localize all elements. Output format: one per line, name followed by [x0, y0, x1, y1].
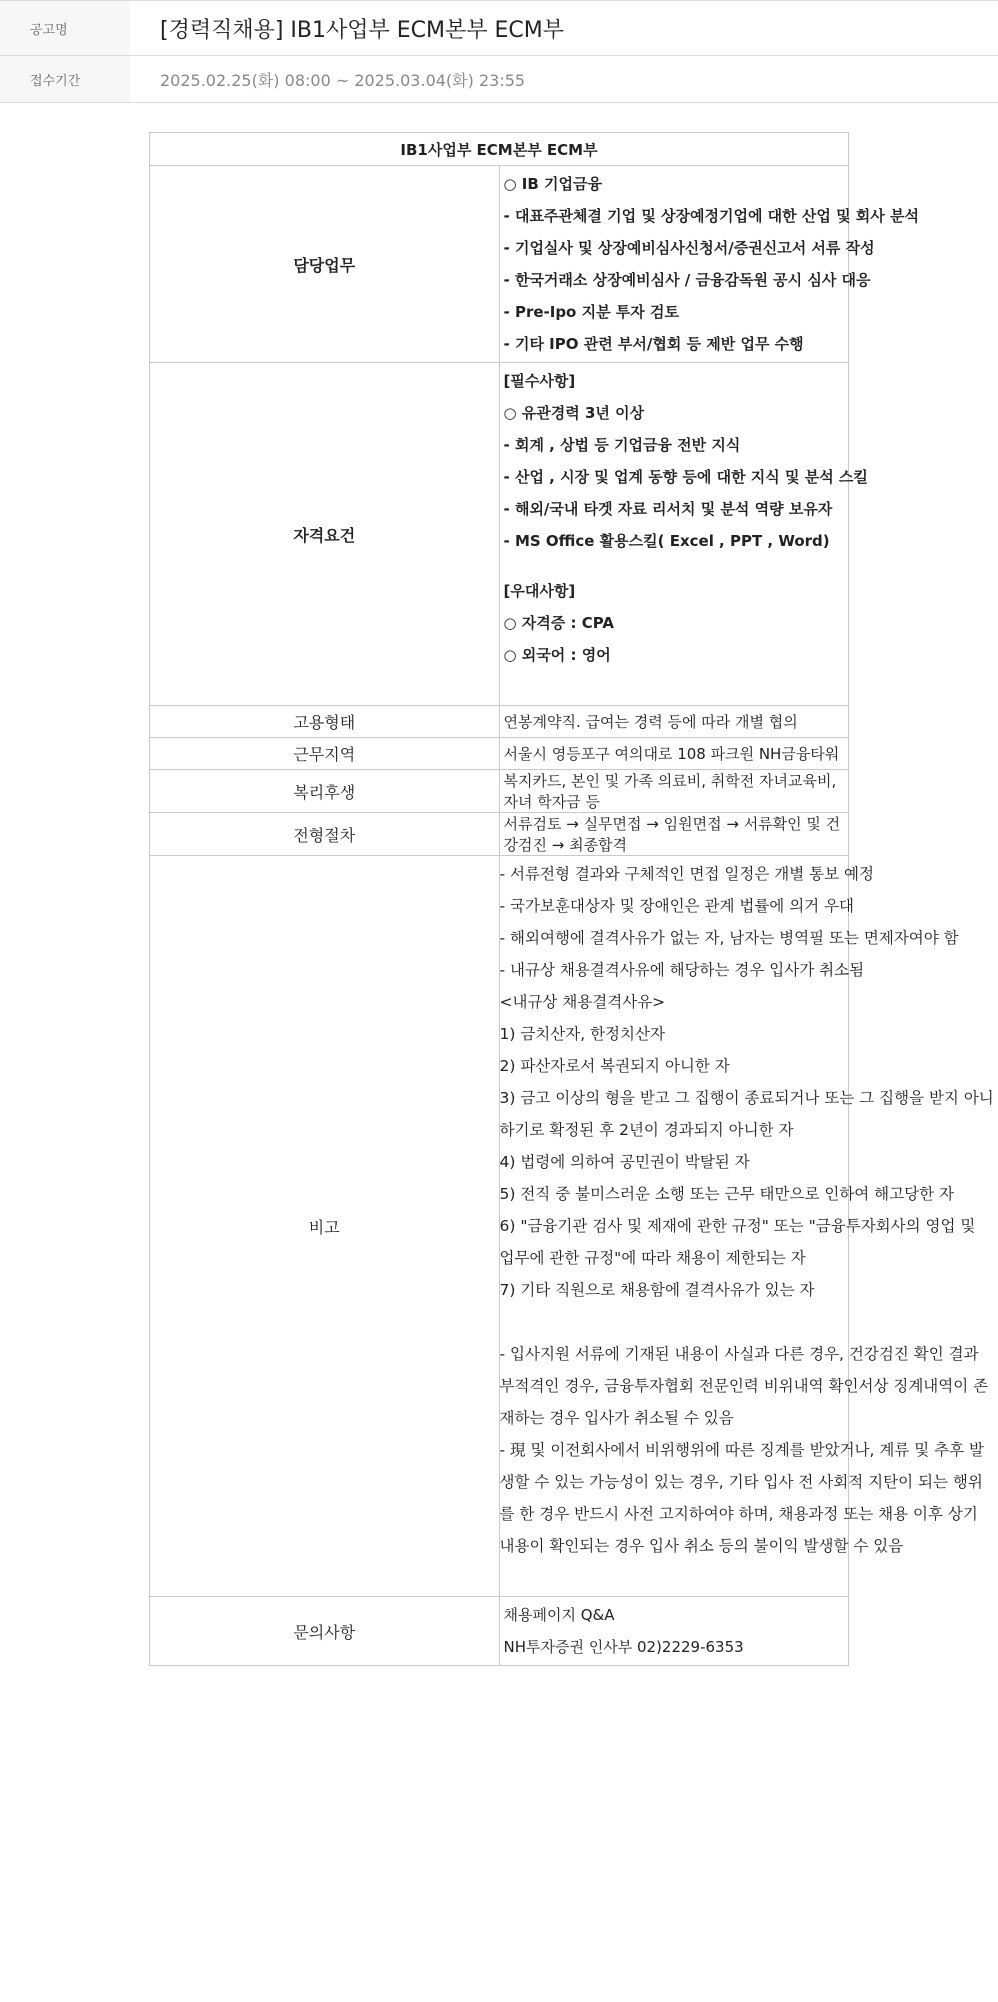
notes-line: - 국가보훈대상자 및 장애인은 관계 법률에 의거 우대 [499, 897, 855, 915]
contact-row [150, 1597, 849, 1666]
posting-table [149, 132, 994, 1666]
notes-line: 하기로 확정된 후 2년이 경과되지 아니한 자 [499, 1121, 794, 1139]
preferred-line: ○ 외국어 : 영어 [503, 646, 611, 664]
qualification-line: [필수사항] [503, 372, 576, 390]
contact-label: 문의사항 [150, 1597, 500, 1666]
notes-line: 1) 금치산자, 한정치산자 [499, 1025, 665, 1043]
benefits-label: 복리후생 [150, 770, 500, 813]
duties-line: ○ IB 기업금융 [503, 175, 603, 193]
qualification-line: - 산업 , 시장 및 업계 동향 등에 대한 지식 및 분석 스킬 [503, 468, 868, 486]
notes-line: - 現 및 이전회사에서 비위행위에 따른 징계를 받았거나, 계류 및 추후 발 [499, 1441, 984, 1459]
process-value: 서류검토 → 실무면접 → 임원면접 → 서류확인 및 건강검진 → 최종합격 [499, 813, 849, 856]
notes-line: 3) 금고 이상의 형을 받고 그 집행이 종료되거나 또는 그 집행을 받지 아니 [499, 1089, 994, 1107]
notes-line: 업무에 관한 규정"에 따라 채용이 제한되는 자 [499, 1249, 806, 1267]
notes-line: 재하는 경우 입사가 취소될 수 있음 [499, 1409, 734, 1427]
employment-row [150, 706, 849, 738]
meta-period-row [0, 56, 998, 103]
qualification-line: ○ 유관경력 3년 이상 [503, 404, 645, 422]
notes-line: 6) "금융기관 검사 및 제재에 관한 규정" 또는 "금융투자회사의 영업 및 [499, 1217, 976, 1235]
benefits-row [150, 770, 849, 813]
contact-content [499, 1597, 849, 1666]
process-label: 전형절차 [150, 813, 500, 856]
employment-label: 고용형태 [150, 706, 500, 738]
qualification-line: - 해외/국내 타겟 자료 리서치 및 분석 역량 보유자 [503, 500, 833, 518]
application-period: 2025.02.25(화) 08:00 ~ 2025.03.04(화) 23:55 [160, 70, 526, 90]
contact-line: NH투자증권 인사부 02)2229-6353 [503, 1638, 744, 1656]
posting-meta [0, 0, 998, 103]
preferred-line: [우대사항] [503, 582, 576, 600]
qualification-line: - 회계 , 상법 등 기업금융 전반 지식 [503, 436, 741, 454]
duties-line: - 기타 IPO 관련 부서/협회 등 제반 업무 수행 [503, 335, 804, 353]
qualifications-content [499, 363, 868, 706]
location-value: 서울시 영등포구 여의대로 108 파크원 NH금융타워 [499, 738, 849, 770]
duties-line: - Pre-Ipo 지분 투자 검토 [503, 303, 679, 321]
duties-line: - 기업실사 및 상장예비심사신청서/증권신고서 서류 작성 [503, 239, 875, 257]
preferred-line: ○ 자격증 : CPA [503, 614, 614, 632]
notes-line: 4) 법령에 의하여 공민권이 박탈된 자 [499, 1153, 750, 1171]
qualifications-label: 자격요건 [150, 363, 500, 706]
notes-line: 부적격인 경우, 금융투자협회 전문인력 비위내역 확인서상 징계내역이 존 [499, 1377, 989, 1395]
qualification-line: - MS Office 활용스킬( Excel , PPT , Word) [503, 532, 830, 550]
location-row [150, 738, 849, 770]
meta-title-label: 공고명 [0, 1, 130, 55]
duties-row [150, 166, 849, 363]
meta-period-label: 접수기간 [0, 56, 130, 102]
notes-line: - 서류전형 결과와 구체적인 면접 일정은 개별 통보 예정 [499, 865, 874, 883]
notes-line: 를 한 경우 반드시 사전 고지하여야 하며, 채용과정 또는 채용 이후 상기 [499, 1505, 978, 1523]
notes-line: 생할 수 있는 가능성이 있는 경우, 기타 입사 전 사회적 지탄이 되는 행위 [499, 1473, 983, 1491]
qualifications-row [150, 363, 849, 706]
duties-content [499, 166, 919, 363]
notes-line: - 내규상 채용결격사유에 해당하는 경우 입사가 취소됨 [499, 961, 865, 979]
posting-table-header: IB1사업부 ECM본부 ECM부 [150, 133, 849, 166]
posting-body [149, 132, 994, 1666]
notes-content [499, 856, 994, 1597]
employment-value: 연봉계약직. 급여는 경력 등에 따라 개별 협의 [499, 706, 849, 738]
meta-title-row [0, 1, 998, 56]
notes-line: <내규상 채용결격사유> [499, 993, 666, 1011]
notes-line: - 해외여행에 결격사유가 없는 자, 남자는 병역필 또는 면제자여야 함 [499, 929, 959, 947]
notes-row [150, 856, 849, 1597]
duties-label: 담당업무 [150, 166, 500, 363]
notes-line: - 입사지원 서류에 기재된 내용이 사실과 다른 경우, 건강검진 확인 결과 [499, 1345, 979, 1363]
benefits-value: 복지카드, 본인 및 가족 의료비, 취학전 자녀교육비, 자녀 학자금 등 [499, 770, 849, 813]
location-label: 근무지역 [150, 738, 500, 770]
notes-label: 비고 [150, 856, 500, 1597]
duties-line: - 대표주관체결 기업 및 상장예정기업에 대한 산업 및 회사 분석 [503, 207, 919, 225]
notes-line: 7) 기타 직원으로 채용함에 결격사유가 있는 자 [499, 1281, 815, 1299]
notes-line: 내용이 확인되는 경우 입사 취소 등의 불이익 발생할 수 있음 [499, 1537, 904, 1555]
process-row [150, 813, 849, 856]
contact-line: 채용페이지 Q&A [503, 1606, 615, 1624]
posting-title: [경력직채용] IB1사업부 ECM본부 ECM부 [160, 17, 564, 43]
notes-line: 2) 파산자로서 복권되지 아니한 자 [499, 1057, 730, 1075]
duties-line: - 한국거래소 상장예비심사 / 금융감독원 공시 심사 대응 [503, 271, 871, 289]
notes-line: 5) 전직 중 불미스러운 소행 또는 근무 태만으로 인하여 해고당한 자 [499, 1185, 954, 1203]
